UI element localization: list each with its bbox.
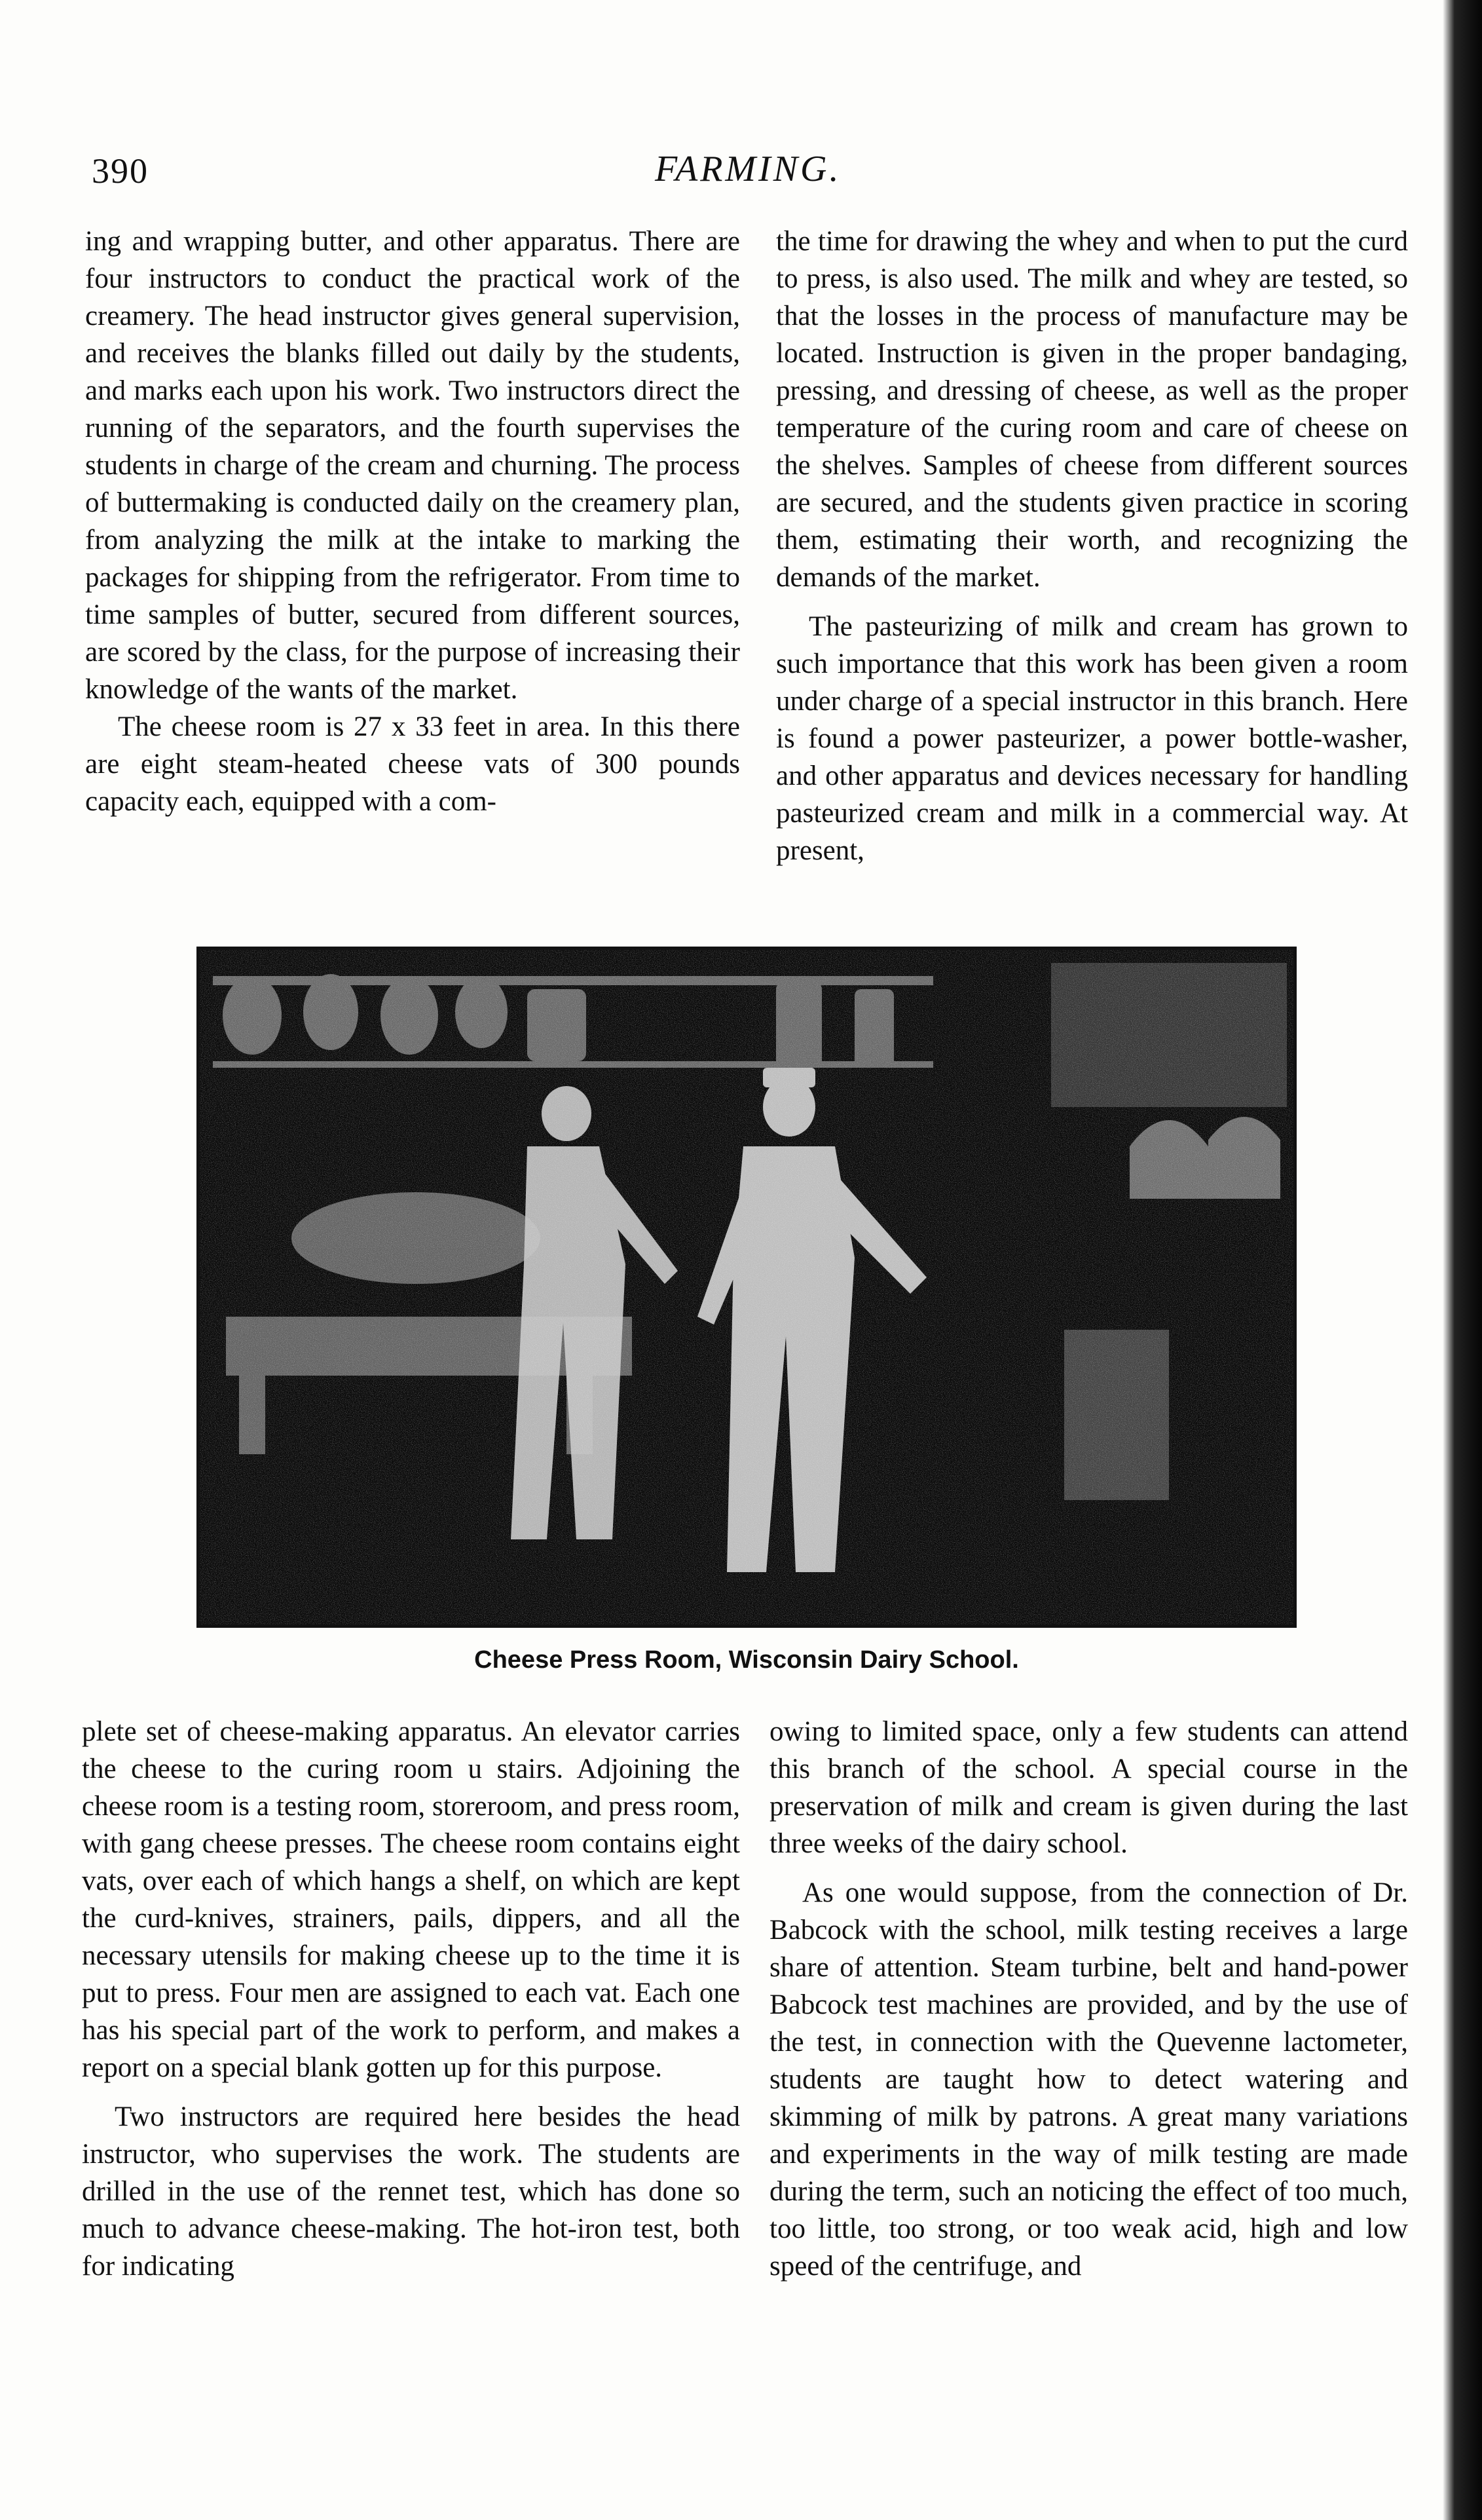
paragraph: plete set of cheese-making apparatus. An elevator carries the cheese to the curing room u stairs. Adjoining the cheese room is a testing room, storeroom, and press room, with gang cheese presses. The cheese room contains eight vats, over each of which hangs a shelf, on which are kept the curd-knives, strainers, pails, dippers, and all the necessary utensils for making cheese up to the time it is put to press. Four men are assigned to each vat. Each one has his special part of the work to perform, and makes a report on a special blank gotten up for this purpose. [82,1716,740,2083]
paragraph: Two instructors are required here besides the head instructor, who supervises the work. The students are drilled in the use of the rennet test, which has done so much to advance cheese-making. The hot-iron test, both for indicating [82,2101,740,2282]
paragraph: The cheese room is 27 x 33 feet in area. In this there are eight steam-heated cheese vats of 300 pounds capacity each, equipped with a com- [85,711,740,817]
paragraph: The pasteurizing of milk and cream has grown to such importance that this work has been given a room under charge of a special instructor in this branch. Here is found a power pasteurizer, a power bottle-washer, and other apparatus and devices necessary for handling pasteurized cream and milk in a commercial way. At present, [776,611,1408,866]
left-column-top [85,223,740,820]
figure-caption: Cheese Press Room, Wisconsin Dairy School. [474,1646,1019,1674]
paragraph: the time for drawing the whey and when to put the curd to press, is also used. The milk and whey are tested, so that the losses in the process of manufacture may be located. Instruction is given in the proper bandaging, pressing, and dressing of cheese, as well as the proper temperature of the curing room and care of cheese on the shelves. Samples of cheese from different sources are secured, and the students given practice in scoring them, estimating their worth, and recognizing the demands of the market. [776,226,1408,593]
paragraph: owing to limited space, only a few students can attend this branch of the school. A special course in the preservation of milk and cream is given during the last three weeks of the dairy school. [769,1716,1408,1859]
cheese-press-room-photo [196,947,1297,1628]
paragraph: ing and wrapping butter, and other apparatus. There are four instructors to conduct the practical work of the creamery. The head instructor gives general supervision, and receives the blanks filled out daily by the students, and marks each upon his work. Two instructors direct the running of the separators, and the fourth supervises the students in charge of the cream and churning. The process of buttermaking is conducted daily on the creamery plan, from analyzing the milk at the intake to marking the packages for shipping from the refrigerator. From time to time samples of butter, secured from different sources, are scored by the class, for the purpose of increasing their knowledge of the wants of the market. [85,226,740,705]
left-column-bottom [82,1713,740,2285]
right-column-top [776,223,1408,869]
right-column-bottom [769,1713,1408,2285]
paragraph: As one would suppose, from the connection of Dr. Babcock with the school, milk testing receives a large share of attention. Steam turbine, belt and hand-power Babcock test machines are provided, and by the use of the test, in connection with the Quevenne lactometer, students are taught how to detect watering and skimming of milk by patrons. A great many variations and experiments in the way of milk testing are made during the term, such an noticing the effect of too much, too little, too strong, or too weak acid, high and low speed of the centrifuge, and [769,1877,1408,2282]
page-number: 390 [92,151,149,191]
page-edge-shadow [1443,0,1482,2520]
running-head: FARMING. [655,149,842,189]
